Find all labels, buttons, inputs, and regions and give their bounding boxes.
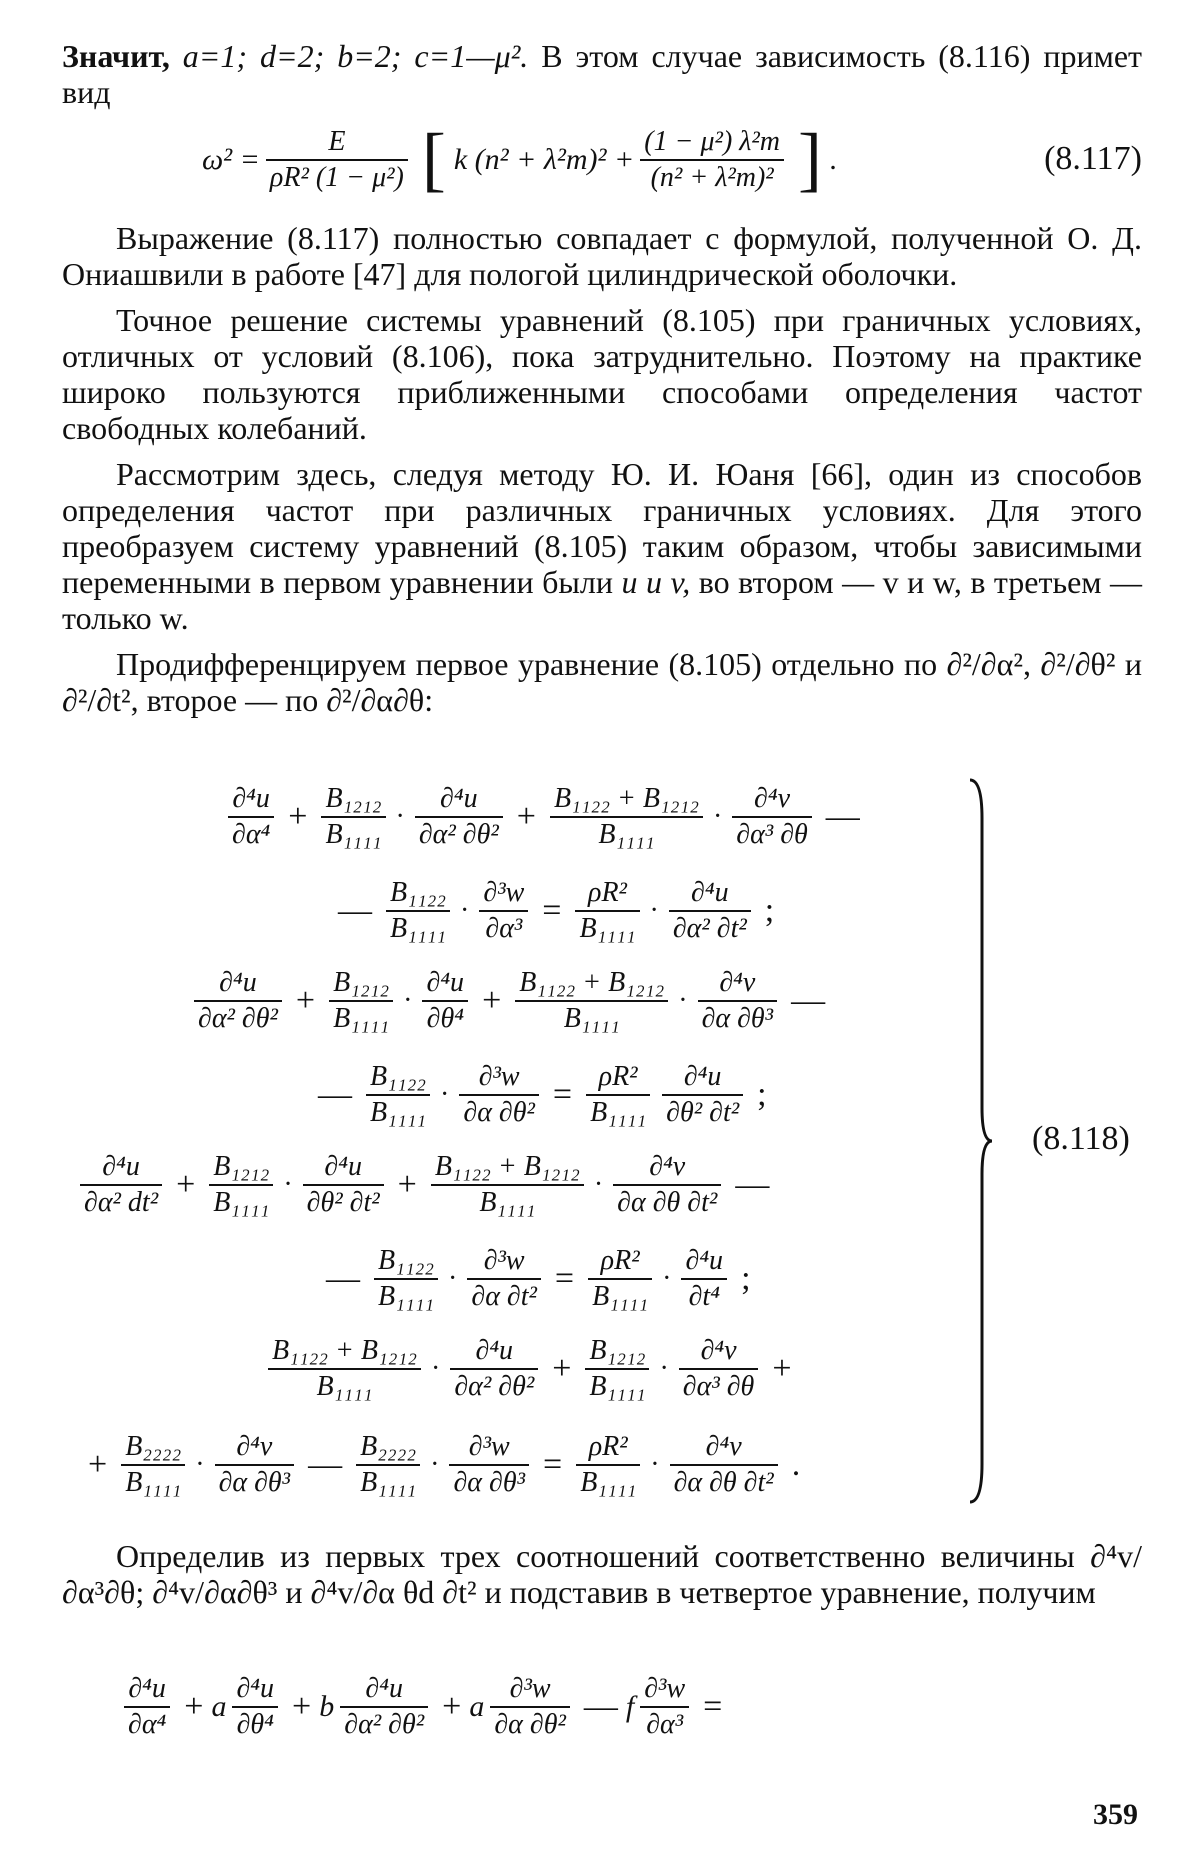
el-t5n: ∂³w [640, 1672, 689, 1708]
paragraph-5: Продифференцируем первое уравнение (8.105) отдельно по ∂²/∂α², ∂²/∂θ² и ∂²/∂t², второе — по ∂²/∂α∂θ: [62, 646, 1142, 718]
eq117-den: ρR² (1 − μ²) [269, 161, 404, 193]
r5-f2n: B₁₂₁₂ [209, 1150, 273, 1186]
right-brace [968, 778, 994, 1504]
r7-f2d: ∂α² ∂θ² [454, 1371, 535, 1402]
r2-f3n: ρR² [575, 876, 639, 912]
eq118-row-2: — B₁₁₂₂ B₁₁₁₁ · $\frac{\text{∂³w}}{\text{∂α³}}$ = $\frac{\text{ρR²}}{\text{B₁₁₁₁}}$ · ∂⁴u ∂α² ∂t² ; [338, 877, 775, 944]
paragraph-3: Точное решение системы уравнений (8.105) при граничных условиях, отличных от условий (8.106), пока затруднительно. Поэтому на практике широко пользуются приближенными способами определения частот свободных колебаний. [62, 302, 1142, 446]
r4-f1n: B₁₁₂₂ [366, 1060, 430, 1096]
eq117-den2: (n² + λ²m)² [650, 161, 774, 193]
eq118-number: (8.118) [1032, 1120, 1130, 1157]
r3-f4d: B₁₁₁₁ [563, 1003, 620, 1034]
r2-f2d: ∂α³ [485, 913, 523, 944]
r7-f1n: B₁₁₂₂ + B₁₂₁₂ [268, 1334, 421, 1370]
r8-f5n: ρR² [576, 1430, 640, 1466]
eq117-number: (8.117) [1044, 140, 1142, 177]
r3-f1d: ∂α² ∂θ² [198, 1003, 278, 1034]
el-b1: b [319, 1690, 335, 1723]
r5-f1d: ∂α² dt² [84, 1187, 159, 1218]
eq118-row-4: — B₁₁₂₂ B₁₁₁₁ · $\frac{\text{∂³w}}{\text{∂α ∂θ²}}$ = $\frac{\text{ρR²}}{\text{B₁₁₁₁}}$ ∂⁴u ∂θ² ∂t² ; [318, 1061, 767, 1128]
el-a2: a [469, 1690, 485, 1723]
r2-f1n: B₁₁₂₂ [386, 876, 450, 912]
r8-f1n: B₂₂₂₂ [121, 1430, 185, 1466]
r3-f2n: B₁₂₁₂ [329, 966, 393, 1002]
paragraph-1 [62, 38, 1142, 110]
paragraph-4 [62, 456, 1142, 636]
el-t5d: ∂α³ [646, 1709, 684, 1740]
eq118-row-5: ∂⁴u ∂α² dt² + $\frac{\text{B₁₂₁₂}}{\text{B₁₁₁₁}}$ · ∂⁴u ∂θ² ∂t² + $\frac{\text{B₁₁₂₂ + B₁₂₁₂}}{\text{B₁₁₁₁}}$ · ∂⁴v ∂α ∂θ ∂t² — [74, 1150, 777, 1220]
r8-f2d: ∂α ∂θ³ [218, 1467, 291, 1498]
r3-f4n: B₁₁₂₂ + B₁₂₁₂ [515, 966, 668, 1002]
r7-f1d: B₁₁₁₁ [316, 1371, 373, 1402]
r7-f3n: B₁₂₁₂ [585, 1334, 649, 1370]
r8-f5d: B₁₁₁₁ [580, 1467, 637, 1498]
eq118-row-7: B₁₁₂₂ + B₁₂₁₂ B₁₁₁₁ · ∂⁴u ∂α² ∂θ² + $\frac{\text{B₁₂₁₂}}{\text{B₁₁₁₁}}$ · ∂⁴v ∂α³ ∂θ + [262, 1334, 800, 1404]
r5-f4d: B₁₁₁₁ [479, 1187, 536, 1218]
r1-f5n: ∂⁴v [732, 782, 812, 818]
r6-f4d: ∂t⁴ [688, 1281, 720, 1312]
eq118-row-3: ∂⁴u ∂α² ∂θ² + $\frac{\text{B₁₂₁₂}}{\text{B₁₁₁₁}}$ · ∂⁴u ∂θ⁴ + $\frac{\text{B₁₁₂₂ + B₁₂₁₂}}{\text{B₁₁₁₁}}$ · ∂⁴v ∂α ∂θ³ — [188, 966, 833, 1036]
equation-8-117: ω² = $\frac{E}{\text{ρR² (1 − μ²)}}$ [ k (n² + λ²m)² + $\frac{\text{(1 − μ²) λ²m}}{\text{(n² + λ²m)²}}$ ] . (8.117) [202, 119, 1142, 199]
r5-f4n: B₁₁₂₂ + B₁₂₁₂ [431, 1150, 584, 1186]
r8-f6n: ∂⁴v [670, 1430, 778, 1466]
paragraph-2: Выражение (8.117) полностью совпадает с формулой, полученной О. Д. Ониашвили в работе [47] для пологой цилиндрической оболочки. [62, 220, 1142, 292]
r4-f3d: B₁₁₁₁ [590, 1097, 647, 1128]
r7-f4d: ∂α³ ∂θ [682, 1371, 755, 1402]
r1-f2d: B₁₁₁₁ [325, 819, 382, 850]
eq117-term1: k (n² + λ²m)² + [453, 142, 635, 176]
r1-f2n: B₁₂₁₂ [321, 782, 385, 818]
el-t1n: ∂⁴u [124, 1672, 170, 1708]
para4-lead: Рассмотрим здесь, следуя методу Ю. И. Юаня [66], один из способов определения частот при различных граничных условиях. Для этого преобразуем систему уравнений (8.105) таким образом, чтобы зависимыми переменными в первом уравнении были [62, 456, 1142, 600]
eq118-row-8: + $\frac{\text{B₂₂₂₂}}{\text{B₁₁₁₁}}$ · ∂⁴v ∂α ∂θ³ — B₂₂₂₂ B₁₁₁₁ · $\frac{\text{∂³w}}{\text{∂α ∂θ³}}$ = $\frac{\text{ρR²}}{\text{B₁₁₁₁}}$ · ∂⁴v ∂α ∂θ ∂t² . [88, 1431, 801, 1498]
para4-tail1: u и v, [621, 564, 691, 600]
r8-f2n: ∂⁴v [215, 1430, 295, 1466]
r2-f4d: ∂α² ∂t² [672, 913, 747, 944]
r7-f4n: ∂⁴v [679, 1334, 759, 1370]
r5-f3d: ∂θ² ∂t² [306, 1187, 380, 1218]
r3-f1n: ∂⁴u [194, 966, 282, 1002]
r4-f1d: B₁₁₁₁ [370, 1097, 427, 1128]
r6-f1n: B₁₁₂₂ [374, 1244, 438, 1280]
r8-f4n: ∂³w [449, 1430, 529, 1466]
el-t2n: ∂⁴u [232, 1672, 278, 1708]
eq117-tail: . [830, 142, 838, 176]
eq117-num: E [266, 125, 408, 161]
r6-f1d: B₁₁₁₁ [378, 1281, 435, 1312]
r8-f3n: B₂₂₂₂ [356, 1430, 420, 1466]
r1-f4d: B₁₁₁₁ [598, 819, 655, 850]
r7-f3d: B₁₁₁₁ [589, 1371, 646, 1402]
para1-equalities: a=1; d=2; b=2; c=1—μ². [182, 38, 529, 74]
r8-f6d: ∂α ∂θ ∂t² [673, 1467, 774, 1498]
el-t1d: ∂α⁴ [128, 1709, 167, 1740]
r6-f2n: ∂³w [467, 1244, 541, 1280]
r5-f1n: ∂⁴u [80, 1150, 162, 1186]
eq118-row-6: — B₁₁₂₂ B₁₁₁₁ · $\frac{\text{∂³w}}{\text{∂α ∂t²}}$ = $\frac{\text{ρR²}}{\text{B₁₁₁₁}}$ · ∂⁴u ∂t⁴ ; [326, 1245, 751, 1312]
r5-f5n: ∂⁴v [613, 1150, 721, 1186]
r7-f2n: ∂⁴u [450, 1334, 538, 1370]
r1-f1n: ∂⁴u [228, 782, 274, 818]
r1-f3n: ∂⁴u [415, 782, 503, 818]
r4-f4d: ∂θ² ∂t² [666, 1097, 740, 1128]
r2-f3d: B₁₁₁₁ [579, 913, 636, 944]
el-t3n: ∂⁴u [340, 1672, 428, 1708]
page-content [62, 38, 1142, 718]
r1-f5d: ∂α³ ∂θ [736, 819, 808, 850]
r1-f4n: B₁₁₂₂ + B₁₂₁₂ [550, 782, 703, 818]
r4-f2n: ∂³w [459, 1060, 539, 1096]
r8-f1d: B₁₁₁₁ [125, 1467, 182, 1498]
r2-f2n: ∂³w [479, 876, 528, 912]
para4-tail2: во втором — v и w, в третьем — только w. [62, 564, 1143, 636]
r1-f3d: ∂α² ∂θ² [418, 819, 499, 850]
r4-f4n: ∂⁴u [662, 1060, 743, 1096]
r4-f3n: ρR² [586, 1060, 650, 1096]
closing-section [62, 1538, 1142, 1610]
eq117-num2: (1 − μ²) λ²m [640, 125, 784, 161]
r3-f3d: ∂θ⁴ [426, 1003, 464, 1034]
el-t4d: ∂α ∂θ² [494, 1709, 566, 1740]
r5-f5d: ∂α ∂θ ∂t² [617, 1187, 718, 1218]
el-t2d: ∂θ⁴ [236, 1709, 274, 1740]
paragraph-6: Определив из первых трех соотношений соответственно величины ∂⁴v/∂α³∂θ; ∂⁴v/∂α∂θ³ и ∂⁴v/∂α θd ∂t² и подставив в четвертое уравнение, получим [62, 1538, 1142, 1610]
r4-f2d: ∂α ∂θ² [463, 1097, 535, 1128]
r6-f2d: ∂α ∂t² [471, 1281, 537, 1312]
equation-final: ∂⁴u ∂α⁴ + a ∂⁴u ∂θ⁴ + b ∂⁴u ∂α² ∂θ² + a ∂³w ∂α ∂θ² — f $\frac{\text{∂³w}}{\text{∂α³}}$ = [118, 1672, 730, 1742]
el-t4n: ∂³w [490, 1672, 570, 1708]
r3-f5n: ∂⁴v [698, 966, 778, 1002]
para1-lead: Значит, [62, 38, 170, 74]
r2-f4n: ∂⁴u [669, 876, 751, 912]
r6-f3d: B₁₁₁₁ [592, 1281, 649, 1312]
page-number: 359 [1093, 1798, 1138, 1831]
r5-f2d: B₁₁₁₁ [213, 1187, 270, 1218]
r8-f3d: B₁₁₁₁ [360, 1467, 417, 1498]
r3-f3n: ∂⁴u [422, 966, 468, 1002]
r6-f3n: ρR² [588, 1244, 652, 1280]
eq117-lhs: ω² = [202, 142, 260, 176]
r6-f4n: ∂⁴u [681, 1244, 727, 1280]
para1-rest: В этом случае зависимость (8.116) примет вид [62, 38, 1143, 110]
r1-f1d: ∂α⁴ [232, 819, 271, 850]
r5-f3n: ∂⁴u [303, 1150, 384, 1186]
el-f1: f [625, 1690, 635, 1723]
el-a1: a [211, 1690, 227, 1723]
r3-f2d: B₁₁₁₁ [333, 1003, 390, 1034]
eq118-row-1: ∂⁴u ∂α⁴ + $\frac{\text{B₁₂₁₂}}{\text{B₁₁₁₁}}$ · ∂⁴u ∂α² ∂θ² + $\frac{\text{B₁₁₂₂ + B₁₂₁₂}}{\text{B₁₁₁₁}}$ · ∂⁴v ∂α³ ∂θ — [222, 782, 868, 852]
r2-f1d: B₁₁₁₁ [390, 913, 447, 944]
r3-f5d: ∂α ∂θ³ [701, 1003, 774, 1034]
el-t3d: ∂α² ∂θ² [344, 1709, 425, 1740]
r8-f4d: ∂α ∂θ³ [453, 1467, 525, 1498]
